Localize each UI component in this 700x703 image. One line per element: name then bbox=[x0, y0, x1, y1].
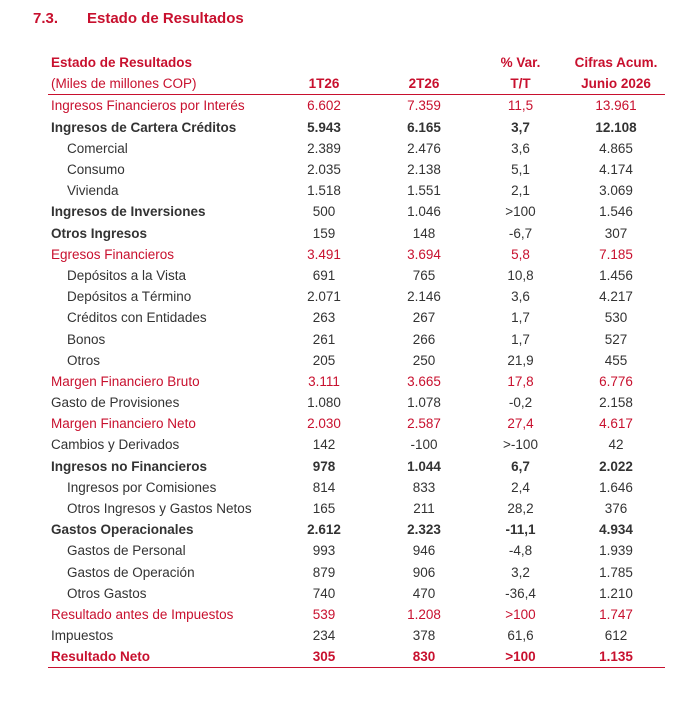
row-label: Cambios y Derivados bbox=[51, 437, 180, 453]
value-1t26: 2.071 bbox=[307, 289, 341, 305]
table-row bbox=[48, 350, 665, 371]
value-2t26: 7.359 bbox=[407, 98, 441, 114]
value-acum-junio: 1.785 bbox=[599, 564, 633, 580]
table-row bbox=[48, 138, 665, 159]
value-2t26: 906 bbox=[412, 564, 436, 580]
value-2t26: 2.587 bbox=[407, 416, 441, 432]
row-label: Resultado Neto bbox=[48, 646, 274, 668]
table-row bbox=[48, 328, 665, 349]
row-label: Comercial bbox=[67, 140, 128, 156]
value-var-tt: 10,8 bbox=[507, 267, 534, 283]
value-1t26: 993 bbox=[312, 543, 336, 559]
value-var-tt: 1,7 bbox=[511, 310, 530, 326]
value-var-tt: -4,8 bbox=[508, 543, 533, 559]
value-acum-junio: 1.135 bbox=[567, 646, 665, 668]
value-var-tt: 17,8 bbox=[507, 373, 534, 389]
value-var-tt: 11,5 bbox=[507, 98, 534, 114]
row-label: Otros Ingresos y Gastos Netos bbox=[67, 501, 252, 517]
table-row bbox=[48, 371, 665, 392]
value-1t26: 539 bbox=[312, 606, 336, 622]
value-1t26: 234 bbox=[312, 628, 336, 644]
header-2t26: 2T26 bbox=[374, 73, 474, 95]
header-row-1 bbox=[48, 52, 665, 73]
value-var-tt: 1,7 bbox=[511, 331, 530, 347]
value-2t26: 211 bbox=[413, 501, 435, 517]
table-row bbox=[48, 413, 665, 434]
value-1t26: 142 bbox=[312, 437, 336, 453]
row-label: Resultado antes de Impuestos bbox=[51, 606, 234, 622]
row-label: Otros Ingresos bbox=[51, 225, 148, 241]
value-var-tt: 2,4 bbox=[511, 479, 530, 495]
header-row-2 bbox=[48, 73, 665, 95]
table-row bbox=[48, 180, 665, 201]
value-2t26: 1.551 bbox=[407, 183, 441, 199]
row-label: Gastos de Operación bbox=[67, 564, 195, 580]
header-acum: Cifras Acum. bbox=[574, 55, 658, 71]
value-1t26: 165 bbox=[312, 501, 336, 517]
value-2t26: 6.165 bbox=[407, 119, 441, 135]
value-1t26: 978 bbox=[312, 458, 336, 474]
value-acum-junio: 376 bbox=[604, 501, 628, 517]
value-1t26: 1.080 bbox=[307, 395, 341, 411]
table-row bbox=[48, 456, 665, 477]
value-2t26: 2.323 bbox=[407, 522, 441, 538]
value-acum-junio: 2.158 bbox=[599, 395, 633, 411]
value-acum-junio: 13.961 bbox=[595, 98, 637, 114]
row-label: Ingresos de Cartera Créditos bbox=[51, 119, 237, 135]
value-2t26: 765 bbox=[412, 267, 436, 283]
section-title: Estado de Resultados bbox=[87, 10, 244, 27]
table-row bbox=[48, 95, 665, 117]
value-2t26: 833 bbox=[412, 479, 436, 495]
value-acum-junio: 1.210 bbox=[599, 585, 633, 601]
value-var-tt: -36,4 bbox=[505, 585, 536, 601]
table-row bbox=[48, 223, 665, 244]
table-row bbox=[48, 625, 665, 646]
row-label: Impuestos bbox=[51, 628, 114, 644]
value-2t26: 266 bbox=[412, 331, 436, 347]
value-acum-junio: 1.546 bbox=[599, 204, 633, 220]
row-label: Ingresos Financieros por Interés bbox=[51, 98, 245, 114]
row-label: Vivienda bbox=[67, 183, 119, 199]
value-2t26: 148 bbox=[412, 225, 436, 241]
table-row bbox=[48, 307, 665, 328]
value-var-tt: >100 bbox=[505, 606, 536, 622]
section-number: 7.3. bbox=[33, 10, 59, 27]
value-acum-junio: 7.185 bbox=[599, 246, 633, 262]
value-2t26: 1.044 bbox=[407, 458, 441, 474]
value-2t26: 2.476 bbox=[407, 140, 441, 156]
header-1t26: 1T26 bbox=[274, 73, 374, 95]
value-var-tt: 28,2 bbox=[507, 501, 534, 517]
income-statement-table bbox=[48, 52, 665, 668]
table-row bbox=[48, 562, 665, 583]
value-1t26: 5.943 bbox=[307, 119, 341, 135]
value-acum-junio: 527 bbox=[604, 331, 628, 347]
value-var-tt: 3,6 bbox=[511, 140, 530, 156]
value-2t26: 378 bbox=[412, 628, 436, 644]
value-var-tt: >100 bbox=[474, 646, 567, 668]
table-row bbox=[48, 583, 665, 604]
value-var-tt: 5,8 bbox=[511, 246, 530, 262]
value-2t26: 250 bbox=[412, 352, 436, 368]
row-label: Otros bbox=[67, 352, 101, 368]
value-1t26: 261 bbox=[312, 331, 336, 347]
table-row bbox=[48, 434, 665, 455]
table-row bbox=[48, 159, 665, 180]
value-var-tt: -11,1 bbox=[505, 522, 536, 538]
value-acum-junio: 4.934 bbox=[599, 522, 633, 538]
table-row bbox=[48, 498, 665, 519]
row-label: Créditos con Entidades bbox=[67, 310, 207, 326]
value-var-tt: 5,1 bbox=[511, 162, 530, 178]
table-row bbox=[48, 117, 665, 138]
value-1t26: 6.602 bbox=[307, 98, 341, 114]
value-acum-junio: 4.617 bbox=[599, 416, 633, 432]
table-row bbox=[48, 392, 665, 413]
row-label: Margen Financiero Neto bbox=[51, 416, 196, 432]
value-var-tt: 2,1 bbox=[511, 183, 530, 199]
row-label: Ingresos de Inversiones bbox=[51, 204, 206, 220]
value-2t26: 1.078 bbox=[407, 395, 441, 411]
value-var-tt: >100 bbox=[505, 204, 536, 220]
table-row bbox=[48, 646, 665, 668]
value-acum-junio: 307 bbox=[604, 225, 628, 241]
value-var-tt: 27,4 bbox=[507, 416, 534, 432]
value-acum-junio: 612 bbox=[604, 628, 628, 644]
value-2t26: 3.694 bbox=[407, 246, 441, 262]
value-1t26: 3.491 bbox=[307, 246, 341, 262]
value-1t26: 691 bbox=[312, 267, 336, 283]
value-var-tt: -6,7 bbox=[508, 225, 533, 241]
row-label: Consumo bbox=[67, 162, 125, 178]
table-row bbox=[48, 477, 665, 498]
value-acum-junio: 1.456 bbox=[599, 267, 633, 283]
row-label: Depósitos a la Vista bbox=[67, 267, 187, 283]
value-acum-junio: 3.069 bbox=[599, 183, 633, 199]
row-label: Otros Gastos bbox=[67, 585, 147, 601]
value-1t26: 1.518 bbox=[307, 183, 341, 199]
value-2t26: 2.138 bbox=[407, 162, 441, 178]
value-acum-junio: 1.747 bbox=[599, 606, 633, 622]
value-1t26: 205 bbox=[312, 352, 336, 368]
table-row bbox=[48, 519, 665, 540]
value-1t26: 814 bbox=[312, 479, 336, 495]
value-2t26: 470 bbox=[412, 585, 436, 601]
header-tt: T/T bbox=[474, 73, 567, 95]
value-acum-junio: 1.646 bbox=[599, 479, 633, 495]
value-var-tt: -0,2 bbox=[508, 395, 533, 411]
value-1t26: 740 bbox=[312, 585, 336, 601]
value-1t26: 500 bbox=[312, 204, 336, 220]
header-junio: Junio 2026 bbox=[567, 73, 665, 95]
value-1t26: 2.035 bbox=[307, 162, 341, 178]
value-2t26: 3.665 bbox=[407, 373, 441, 389]
value-acum-junio: 455 bbox=[604, 352, 628, 368]
value-2t26: 2.146 bbox=[407, 289, 441, 305]
value-1t26: 159 bbox=[312, 225, 336, 241]
value-acum-junio: 2.022 bbox=[599, 458, 633, 474]
value-1t26: 305 bbox=[274, 646, 374, 668]
row-label: Ingresos no Financieros bbox=[51, 458, 208, 474]
value-var-tt: 21,9 bbox=[507, 352, 534, 368]
value-var-tt: 3,7 bbox=[511, 119, 530, 135]
row-label: Gasto de Provisiones bbox=[51, 395, 180, 411]
value-1t26: 879 bbox=[312, 564, 336, 580]
value-var-tt: 6,7 bbox=[511, 458, 530, 474]
value-1t26: 2.030 bbox=[307, 416, 341, 432]
row-label: Bonos bbox=[67, 331, 106, 347]
table-row bbox=[48, 244, 665, 265]
value-2t26: 1.208 bbox=[407, 606, 441, 622]
value-acum-junio: 6.776 bbox=[599, 373, 633, 389]
value-2t26: -100 bbox=[410, 437, 438, 453]
value-1t26: 2.389 bbox=[307, 140, 341, 156]
value-acum-junio: 4.865 bbox=[599, 140, 633, 156]
header-var: % Var. bbox=[500, 55, 541, 71]
header-units: (Miles de millones COP) bbox=[48, 73, 274, 95]
header-title: Estado de Resultados bbox=[51, 55, 193, 71]
row-label: Egresos Financieros bbox=[51, 246, 175, 262]
row-label: Margen Financiero Bruto bbox=[51, 373, 200, 389]
table-body bbox=[48, 95, 665, 668]
header-empty-1 bbox=[274, 52, 374, 73]
section-heading bbox=[33, 10, 244, 27]
header-empty-2 bbox=[374, 52, 474, 73]
table-row bbox=[48, 201, 665, 222]
value-2t26: 267 bbox=[412, 310, 436, 326]
value-2t26: 830 bbox=[374, 646, 474, 668]
value-acum-junio: 530 bbox=[604, 310, 628, 326]
row-label: Gastos de Personal bbox=[67, 543, 186, 559]
value-2t26: 1.046 bbox=[407, 204, 441, 220]
table-row bbox=[48, 286, 665, 307]
value-1t26: 263 bbox=[312, 310, 336, 326]
value-acum-junio: 12.108 bbox=[595, 119, 637, 135]
row-label: Gastos Operacionales bbox=[51, 522, 194, 538]
value-2t26: 946 bbox=[412, 543, 436, 559]
value-var-tt: 3,6 bbox=[511, 289, 530, 305]
value-1t26: 2.612 bbox=[307, 522, 341, 538]
value-1t26: 3.111 bbox=[308, 373, 340, 389]
value-var-tt: 61,6 bbox=[507, 628, 534, 644]
value-acum-junio: 4.217 bbox=[599, 289, 633, 305]
table-row bbox=[48, 540, 665, 561]
value-acum-junio: 1.939 bbox=[599, 543, 633, 559]
value-var-tt: 3,2 bbox=[511, 564, 530, 580]
value-acum-junio: 42 bbox=[608, 437, 624, 453]
row-label: Depósitos a Término bbox=[67, 289, 192, 305]
row-label: Ingresos por Comisiones bbox=[67, 479, 217, 495]
value-acum-junio: 4.174 bbox=[599, 162, 633, 178]
table-row bbox=[48, 265, 665, 286]
table-row bbox=[48, 604, 665, 625]
value-var-tt: >-100 bbox=[503, 437, 538, 453]
